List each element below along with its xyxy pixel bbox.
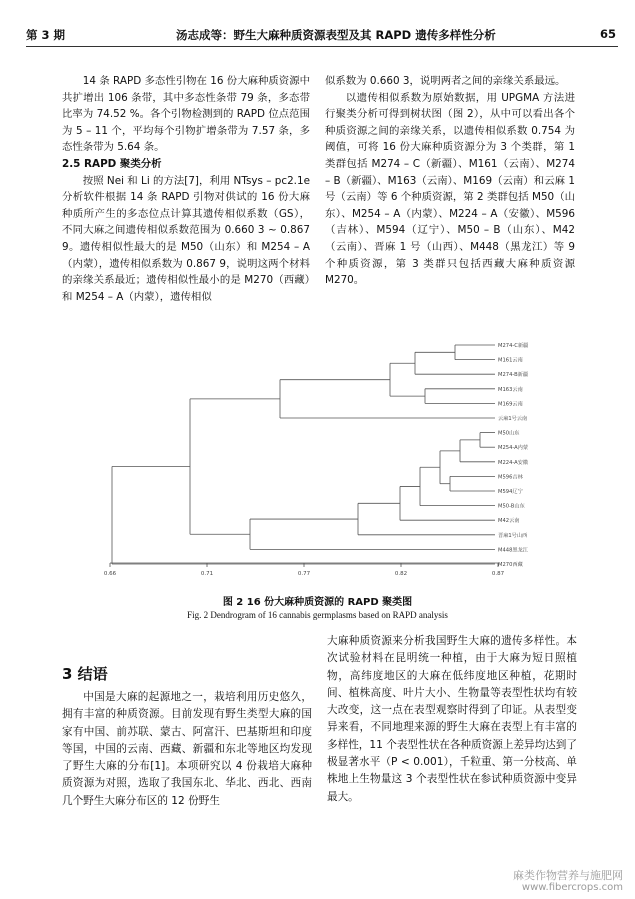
axis-tick-label: 0.82 (394, 571, 408, 577)
leaf-label: M594辽宁 (498, 489, 523, 495)
page-number: 65 (599, 27, 616, 41)
axis-tick-label: 0.66 (103, 571, 117, 577)
paragraph: 以遗传相似系数为原始数据，用 UPGMA 方法进行聚类分析可得到树状图（图 2），从中可以看出各个种质资源之间的亲缘关系，以遗传相似系数 0.754 为阈值，可将 16 份大麻种质资源分为 3 个类群，第 1 类群包括 M274 – C（新疆）、M161（云南）、M274 – B（新疆）、M163（云南）、M169（云南）和云麻 1 号（云南）等 6 个种质资源，第 2 类群包括 M50（山东）、M254 – A（内蒙）、M224 – A（安徽）、M596（吉林）、M594（辽宁）、M50 – B（山东）、M42（云南）、晋麻 1 号（山西）、M448（黑龙江）等 9 个种质资源，第 3 类群只包括西藏大麻种质资源 M270。 (325, 91, 575, 287)
leaf-label: M270西藏 (498, 562, 523, 568)
watermark-url: www.fibercrops.com (521, 882, 623, 893)
header-rule (26, 46, 618, 47)
leaf-label: M274-C新疆 (498, 343, 529, 349)
leaf-label: M448黑龙江 (498, 547, 528, 554)
axis-tick-label: 0.87 (491, 571, 505, 577)
leaf-label: 云麻1号云南 (498, 416, 528, 422)
dendrogram-figure (100, 335, 540, 585)
leaf-label: M161云南 (498, 357, 523, 364)
leaf-label: M274-B新疆 (498, 372, 528, 379)
leaf-label: M169云南 (498, 401, 523, 408)
leaf-label: M224-A安徽 (498, 459, 529, 466)
leaf-label: M50-B山东 (498, 503, 525, 510)
paragraph: 14 条 RAPD 多态性引物在 16 份大麻种质资源中共扩增出 106 条带，其中多态性条带 79 条，多态带比率为 74.52 %。各个引物检测到的 RAPD 位点范围为 5 – 11 个，平均每个引物扩增条带为 7.57 条，多态性条带为 5.64 条。 (62, 75, 310, 154)
running-header (26, 27, 616, 47)
leaf-label: M50山东 (498, 430, 520, 437)
leaf-label: M254-A内蒙 (498, 445, 529, 452)
leaf-label: M42云南 (498, 518, 520, 525)
paragraph: 似系数为 0.660 3，说明两者之间的亲缘关系最远。 (325, 75, 566, 87)
left-column-top (62, 73, 310, 305)
section-heading: 2.5 RAPD 聚类分析 (62, 157, 162, 170)
axis-tick-label: 0.71 (200, 571, 214, 577)
conclusion-right (327, 633, 577, 806)
axis-tick-label: 0.77 (297, 571, 311, 577)
paragraph: 按照 Nei 和 Li 的方法[7]，利用 NTsys – pc2.1e 分析软件根据 14 条 RAPD 引物对供试的 16 份大麻种质所产生的多态位点计算其遗传相似系数（GS），不同大麻之间遗传相似系数范围为 0.660 3 ~ 0.867 9。遗传相似性最大的是 M50（山东）和 M254 – A（内蒙），遗传相似系数为 0.867 9，说明这两个材料的亲缘关系最近；遗传相似性最小的是 M270（西藏）和 M254 – A（内蒙），遗传相似 (62, 174, 310, 303)
paragraph: 大麻种质资源来分析我国野生大麻的遗传多样性。本次试验材料在昆明统一种植，由于大麻为短日照植物，高纬度地区的大麻在低纬度地区种植，花期时间、植株高度、叶片大小、生物量等表型性状均有较大改变，这一点在表型观察时得到了印证。从表型变异来看，不同地理来源的野生大麻在表型上有丰富的多样性，11 个表型性状在各种质资源上差异均达到了极显著水平（P < 0.001），千粒重、第一分枝高、单株地上生物量这 3 个表型性状在参试种质资源中变异最大。 (327, 635, 577, 803)
section-heading-3: 3 结语 (62, 665, 108, 683)
conclusion-left (62, 689, 312, 810)
paragraph: 中国是大麻的起源地之一，栽培利用历史悠久，拥有丰富的种质资源。目前发现有野生类型大麻的国家有中国、前苏联、蒙古、阿富汗、巴基斯坦和印度等国，中国的云南、西藏、新疆和东北等地区均发现了野生大麻的分布[1]。本项研究以 4 份栽培大麻种质资源为对照，选取了我国东北、华北、西北、西南几个野生大麻分布区的 12 份野生 (62, 691, 312, 807)
figure-caption-en: Fig. 2 Dendrogram of 16 cannabis germplasms based on RAPD analysis (187, 610, 448, 620)
leaf-label: 晋麻1号山西 (498, 532, 528, 539)
leaf-label: M596吉林 (498, 474, 523, 481)
figure-caption-cn: 图 2 16 份大麻种质资源的 RAPD 聚类图 (222, 597, 413, 608)
watermark-site-name: 麻类作物营养与施肥网 (513, 869, 623, 882)
running-title: 汤志成等：野生大麻种质资源表型及其 RAPD 遗传多样性分析 (176, 28, 496, 42)
right-column-top (325, 73, 575, 289)
issue-number: 第 3 期 (26, 28, 66, 42)
leaf-label: M163云南 (498, 386, 523, 393)
